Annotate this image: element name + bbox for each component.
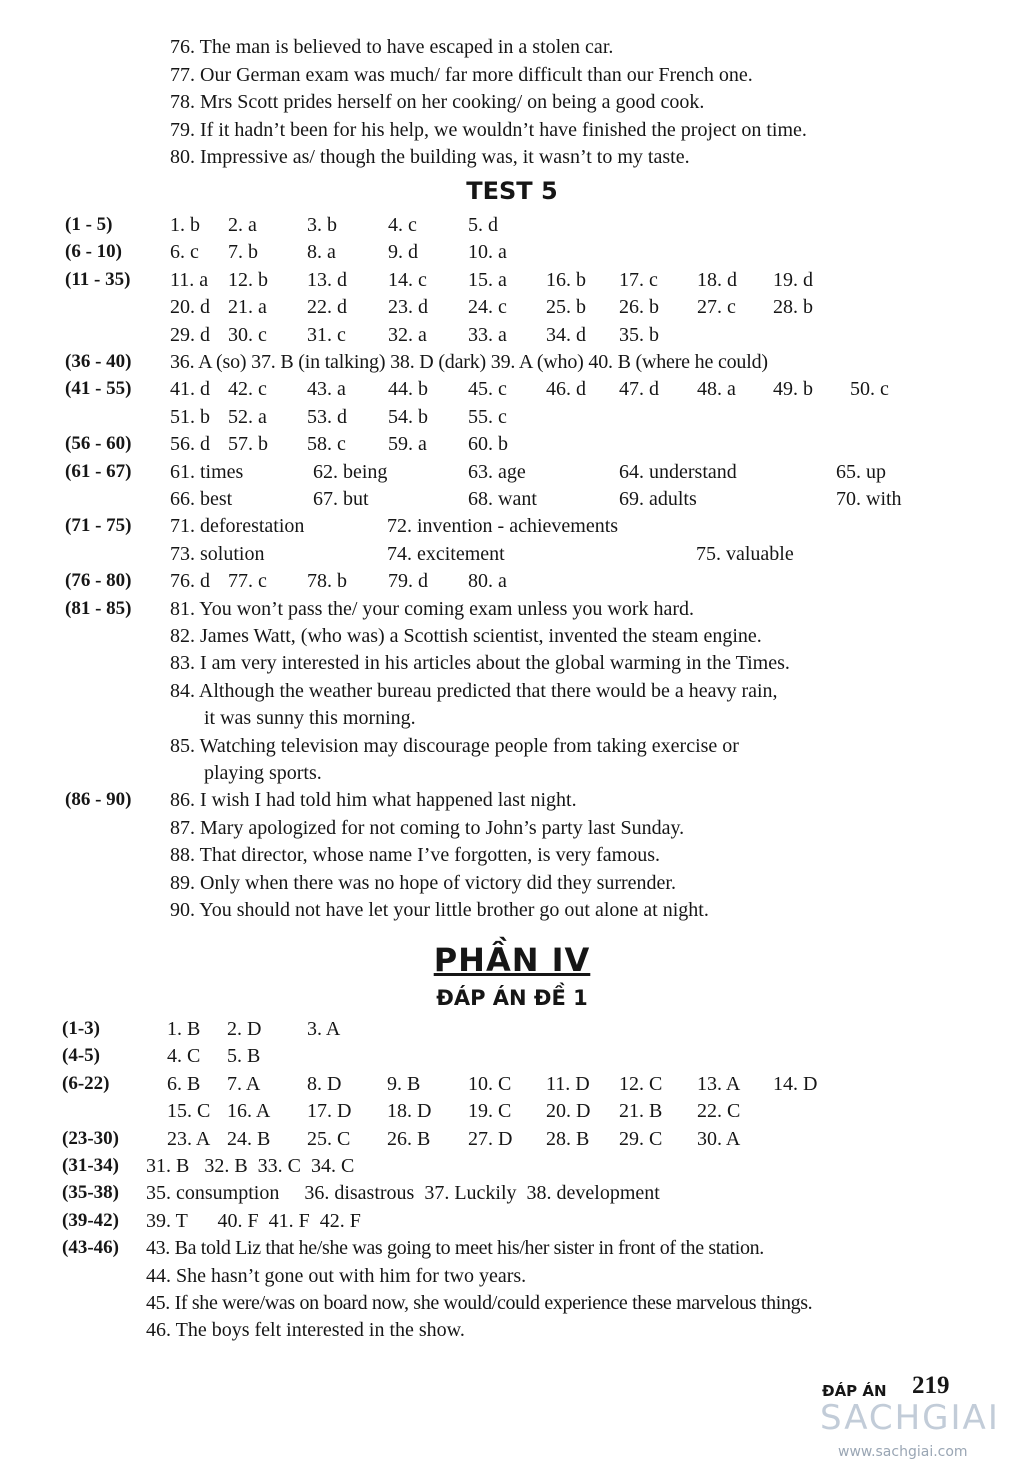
answer-line: 39. T 40. F 41. F 42. F [146,1209,361,1232]
answer-sentence: 45. If she were/was on board now, she would/could experience these marvelous things. [146,1292,813,1314]
answer-cell: 12. C [619,1072,663,1095]
answer-word: 63. age [468,460,526,483]
answer-cell: 20. D [546,1100,591,1123]
question-range-label: (1 - 5) [65,214,113,235]
answer-cell: 30. A [697,1127,741,1150]
answer-cell: 3. A [307,1018,341,1040]
answer-cell: 76. d [170,570,210,593]
answer-cell: 52. a [228,405,267,428]
answer-cell: 48. a [697,378,736,401]
question-range-label: (1-3) [62,1018,100,1039]
answer-cell: 5. d [468,214,498,236]
question-range-label: (6-22) [62,1072,110,1094]
answer-word: 70. with [836,488,902,510]
page-number: 219 [912,1372,950,1399]
answer-word: 71. deforestation [170,515,305,538]
question-range-label: (43-46) [62,1237,119,1259]
answer-cell: 9. B [387,1072,421,1095]
question-range-label: (23-30) [62,1127,119,1149]
answer-cell: 19. C [468,1100,512,1123]
answer-word: 69. adults [619,488,697,510]
answer-sentence: 83. I am very interested in his articles about the global warming in the Times. [170,652,790,675]
answer-sentence: 82. James Watt, (who was) a Scottish scientist, invented the steam engine. [170,625,762,647]
question-range-label: (76 - 80) [65,570,132,592]
answer-cell: 8. a [307,241,336,264]
answer-cell: 49. b [773,378,813,401]
answer-cell: 18. D [387,1100,432,1123]
question-range-label: (86 - 90) [65,789,132,811]
answer-cell: 18. d [697,268,737,291]
answer-cell: 27. D [468,1127,513,1150]
answer-cell: 56. d [170,433,210,456]
answer-cell: 34. d [546,323,586,346]
answer-sentence: 78. Mrs Scott prides herself on her cooking/ on being a good cook. [170,91,705,113]
answer-cell: 25. b [546,296,586,319]
answer-sentence: 88. That director, whose name I’ve forgotten, is very famous. [170,844,660,867]
answer-cell: 5. B [227,1045,261,1068]
answer-cell: 59. a [388,433,427,456]
answer-cell: 78. b [307,570,347,593]
answer-cell: 26. b [619,296,659,319]
answer-cell: 32. a [388,323,427,346]
answer-word: 64. understand [619,460,737,483]
answer-sentence: 79. If it hadn’t been for his help, we wouldn’t have finished the project on time. [170,118,807,141]
answer-cell: 53. d [307,405,347,428]
answer-cell: 23. d [388,296,428,319]
watermark-url: www.sachgiai.com [838,1444,968,1460]
answer-cell: 17. D [307,1100,352,1123]
answer-cell: 46. d [546,378,586,401]
answer-cell: 51. b [170,405,210,428]
answer-cell: 12. b [228,268,268,291]
answer-word: 67. but [313,488,369,510]
answer-word: 61. times [170,460,244,483]
answer-cell: 22. C [697,1100,741,1123]
answer-cell: 7. b [228,241,258,264]
answer-sentence: 89. Only when there was no hope of victory did they surrender. [170,871,676,894]
answer-cell: 10. a [468,241,507,264]
answer-word: 74. excitement [387,542,505,565]
answer-cell: 26. B [387,1127,431,1150]
answer-sentence: it was sunny this morning. [204,707,416,730]
answer-cell: 14. D [773,1072,818,1095]
answer-cell: 27. c [697,296,736,319]
answer-cell: 2. D [227,1018,262,1040]
answer-cell: 11. D [546,1072,590,1095]
answer-cell: 4. c [388,214,417,236]
part-title: PHẦN IV [433,941,591,979]
answer-cell: 79. d [388,570,428,593]
question-range-label: (6 - 10) [65,241,122,263]
answer-sentence: 76. The man is believed to have escaped in a stolen car. [170,36,614,58]
answer-cell: 80. a [468,570,507,593]
question-range-label: (56 - 60) [65,433,132,455]
answer-cell: 58. c [307,433,346,456]
question-range-label: (4-5) [62,1045,100,1067]
answer-cell: 1. B [167,1018,201,1040]
answer-cell: 30. c [228,323,267,346]
answer-word: 73. solution [170,542,265,565]
answer-cell: 45. c [468,378,507,401]
answer-cell: 77. c [228,570,267,593]
answer-word: 72. invention - achievements [387,515,619,538]
answer-sentence: 90. You should not have let your little brother go out alone at night. [170,899,709,921]
answer-cell: 22. d [307,296,347,319]
answer-cell: 44. b [388,378,428,401]
answer-cell: 6. c [170,241,199,264]
answer-line: 31. B 32. B 33. C 34. C [146,1155,355,1177]
answer-cell: 21. B [619,1100,663,1123]
answer-cell: 42. c [228,378,267,401]
answer-cell: 10. C [468,1072,512,1095]
answer-sentence: 86. I wish I had told him what happened last night. [170,789,577,812]
answer-cell: 15. a [468,268,507,291]
answer-cell: 41. d [170,378,210,401]
answer-cell: 50. c [850,378,889,401]
answer-cell: 8. D [307,1072,342,1095]
answer-cell: 11. a [170,268,209,291]
section-title: TEST 5 [466,177,558,205]
answer-cell: 43. a [307,378,346,401]
answer-cell: 47. d [619,378,659,401]
answer-cell: 28. B [546,1127,590,1150]
answer-cell: 16. A [227,1100,271,1123]
answer-cell: 1. b [170,214,200,236]
answer-cell: 60. b [468,433,508,456]
answer-cell: 31. c [307,323,346,346]
answer-cell: 14. c [388,268,427,291]
footer-section-label: ĐÁP ÁN [822,1382,887,1400]
answer-word: 62. being [313,460,388,483]
answer-cell: 29. d [170,323,210,346]
answer-cell: 24. B [227,1127,271,1150]
answer-cell: 7. A [227,1072,261,1095]
answer-sentence: 84. Although the weather bureau predicted that there would be a heavy rain, [170,679,778,702]
answer-cell: 21. a [228,296,267,319]
answer-sentence: 77. Our German exam was much/ far more difficult than our French one. [170,63,753,86]
answer-sentence: 80. Impressive as/ though the building was, it wasn’t to my taste. [170,146,690,168]
answer-cell: 4. C [167,1045,201,1068]
answer-word: 65. up [836,460,886,483]
answer-cell: 28. b [773,296,813,319]
answer-cell: 19. d [773,268,813,291]
question-range-label: (41 - 55) [65,378,132,400]
answer-cell: 25. C [307,1127,351,1150]
answer-cell: 9. d [388,241,418,264]
answer-cell: 15. C [167,1100,211,1123]
answer-cell: 20. d [170,296,210,319]
question-range-label: (35-38) [62,1182,119,1204]
answer-cell: 17. c [619,268,658,291]
answer-line: 36. A (so) 37. B (in talking) 38. D (dark) 39. A (who) 40. B (where he could) [170,351,768,373]
question-range-label: (11 - 35) [65,268,131,290]
answer-cell: 29. C [619,1127,663,1150]
answer-sentence: 44. She hasn’t gone out with him for two years. [146,1264,527,1287]
question-range-label: (71 - 75) [65,515,132,537]
answer-cell: 57. b [228,433,268,456]
answer-sentence: playing sports. [204,762,322,784]
answer-sentence: 46. The boys felt interested in the show. [146,1319,465,1342]
question-range-label: (36 - 40) [65,351,132,372]
watermark-brand: SACHGIAI [820,1398,1000,1438]
part-subtitle: ĐÁP ÁN ĐỀ 1 [436,986,588,1010]
answer-line: 35. consumption 36. disastrous 37. Luckily 38. development [146,1182,660,1205]
question-range-label: (61 - 67) [65,460,132,482]
answer-cell: 16. b [546,268,586,291]
answer-sentence: 87. Mary apologized for not coming to John’s party last Sunday. [170,816,685,839]
answer-word: 75. valuable [696,542,794,565]
answer-word: 66. best [170,488,233,510]
answer-cell: 6. B [167,1072,201,1095]
answer-sentence: 43. Ba told Liz that he/she was going to meet his/her sister in front of the station. [146,1237,764,1260]
answer-cell: 35. b [619,323,659,346]
question-range-label: (31-34) [62,1155,119,1176]
answer-cell: 33. a [468,323,507,346]
answer-cell: 2. a [228,214,257,236]
answer-cell: 13. d [307,268,347,291]
question-range-label: (39-42) [62,1209,119,1231]
question-range-label: (81 - 85) [65,597,132,619]
answer-cell: 55. c [468,405,507,428]
answer-sentence: 85. Watching television may discourage people from taking exercise or [170,734,739,757]
answer-cell: 24. c [468,296,507,319]
answer-cell: 23. A [167,1127,211,1150]
answer-word: 68. want [468,488,537,510]
answer-cell: 13. A [697,1072,741,1095]
answer-cell: 54. b [388,405,428,428]
answer-cell: 3. b [307,214,337,236]
answer-sentence: 81. You won’t pass the/ your coming exam unless you work hard. [170,597,695,620]
